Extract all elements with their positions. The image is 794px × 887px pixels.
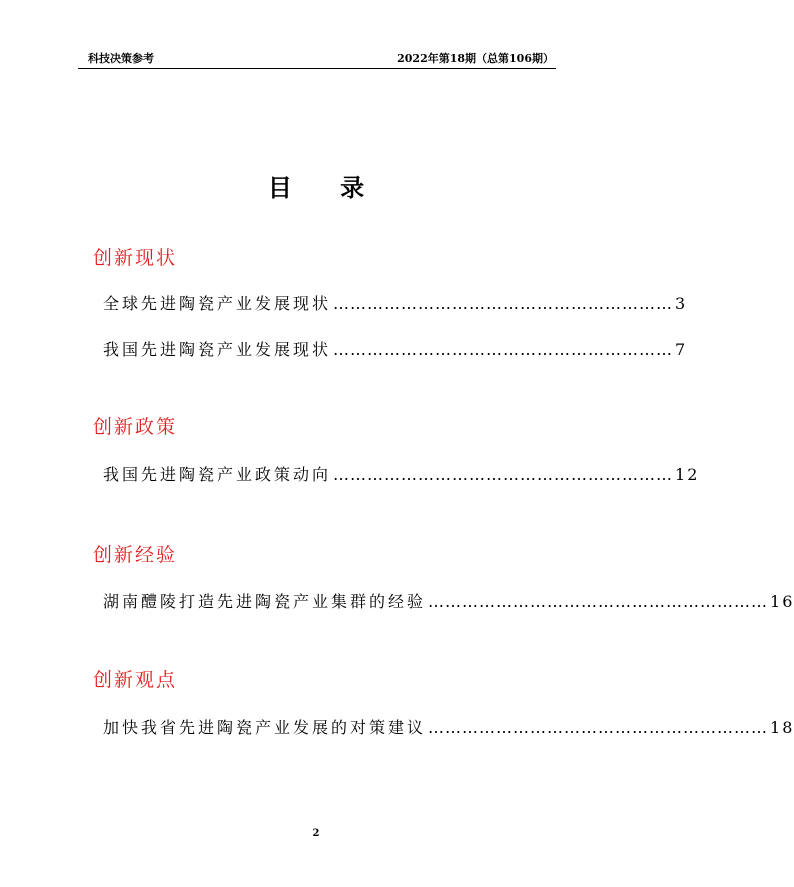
issue-number: 2022年第18期（总第106期） <box>397 52 554 65</box>
entry-page: 18 <box>770 718 794 737</box>
entry-text: 加快我省先进陶瓷产业发展的对策建议 <box>103 718 427 737</box>
section-title: 创新政策 <box>93 416 178 438</box>
toc-title: 目 录 <box>267 174 385 202</box>
section-title: 创新经验 <box>93 544 178 566</box>
toc-entry[interactable] <box>93 462 700 484</box>
entry-page: 16 <box>770 592 794 611</box>
entry-text: 全球先进陶瓷产业发展现状 <box>103 294 332 313</box>
section-title: 创新观点 <box>93 669 178 691</box>
section-title: 创新现状 <box>93 247 178 269</box>
dot-leader: …………………………………………………… <box>333 294 674 313</box>
toc-entry[interactable] <box>93 715 794 737</box>
dot-leader: …………………………………………………… <box>428 592 769 611</box>
toc-section-experience <box>93 540 794 611</box>
entry-text: 湖南醴陵打造先进陶瓷产业集群的经验 <box>103 592 427 611</box>
dot-leader: …………………………………………………… <box>333 340 674 359</box>
entry-text: 我国先进陶瓷产业发展现状 <box>103 340 332 359</box>
page-number: 2 <box>312 828 320 839</box>
toc-entry[interactable] <box>93 337 688 359</box>
toc-section-policy <box>93 412 700 484</box>
publication-name: 科技决策参考 <box>88 52 154 65</box>
page-header <box>78 48 556 69</box>
toc-section-viewpoint <box>93 665 794 737</box>
toc-entry[interactable] <box>93 291 688 313</box>
entry-page: 7 <box>675 340 688 359</box>
toc-entry[interactable] <box>93 589 794 611</box>
entry-page: 12 <box>675 465 700 484</box>
entry-page: 3 <box>675 294 688 313</box>
dot-leader: …………………………………………………… <box>428 718 769 737</box>
dot-leader: …………………………………………………… <box>333 465 674 484</box>
entry-text: 我国先进陶瓷产业政策动向 <box>103 465 332 484</box>
toc-section-status <box>93 243 688 359</box>
